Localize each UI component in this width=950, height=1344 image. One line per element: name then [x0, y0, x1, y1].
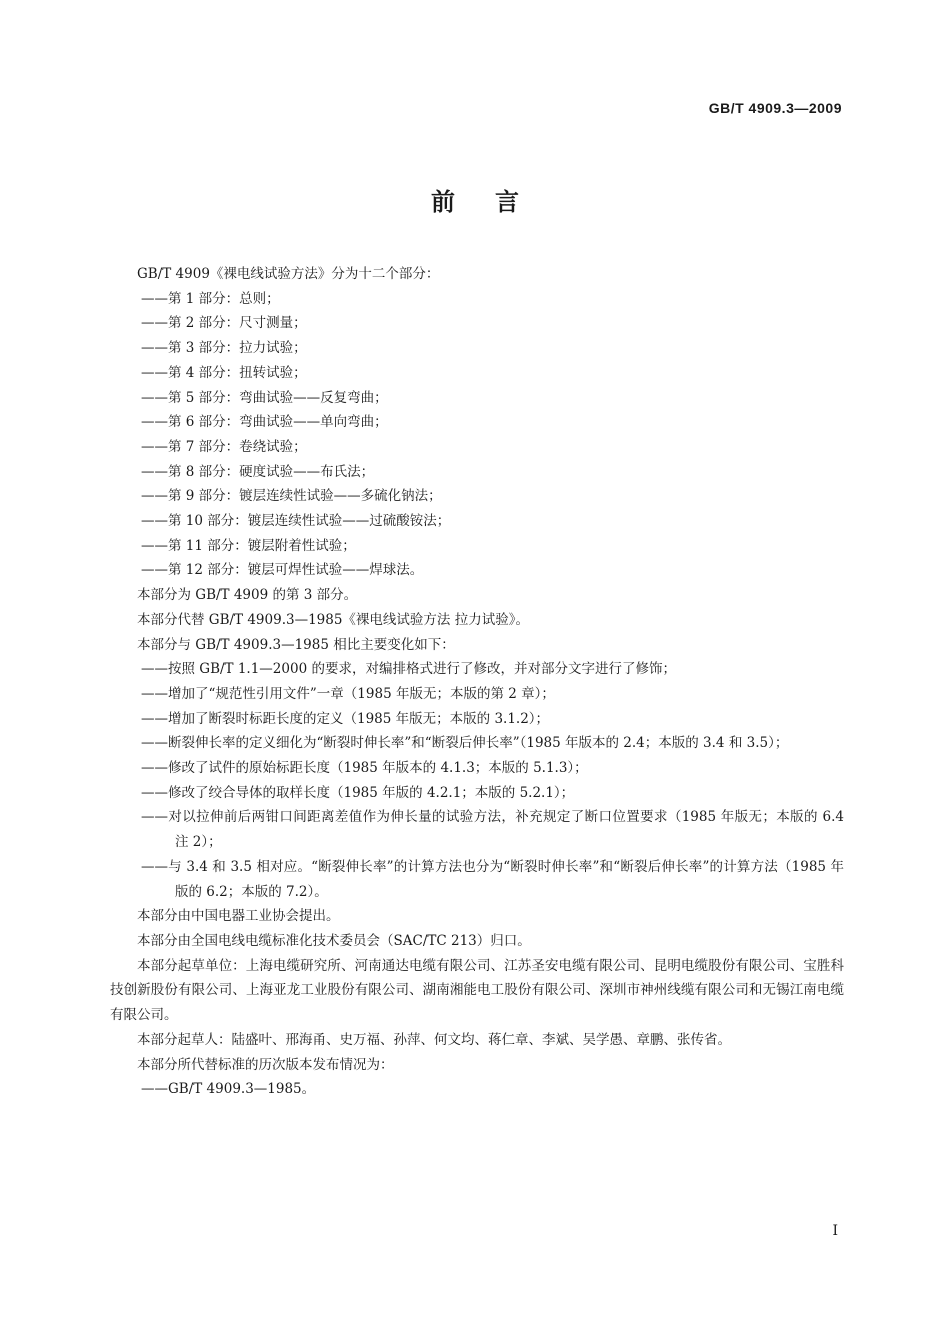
list-item: ——第 1 部分：总则；	[141, 290, 280, 307]
page-number: I	[832, 1223, 838, 1239]
list-item: ——第 6 部分：弯曲试验——单向弯曲；	[141, 414, 388, 431]
paragraph: 本部分所代替标准的历次版本发布情况为：	[137, 1056, 394, 1073]
list-item: ——第 11 部分：镀层附着性试验；	[141, 537, 356, 554]
list-item: ——第 9 部分：镀层连续性试验——多硫化钠法；	[141, 488, 442, 505]
list-item: ——对以拉伸前后两钳口间距离差值作为伸长量的试验方法，补充规定了断口位置要求（1985 年版无；本版的 6.4 注 2）；	[141, 809, 844, 851]
page-title: 前言	[431, 188, 559, 216]
list-item: ——第 12 部分：镀层可焊性试验——焊球法。	[141, 562, 424, 579]
paragraph: 本部分代替 GB/T 4909.3—1985《裸电线试验方法 拉力试验》。	[137, 611, 529, 628]
paragraph: 本部分为 GB/T 4909 的第 3 部分。	[137, 587, 358, 604]
list-item: ——修改了绞合导体的取样长度（1985 年版的 4.2.1；本版的 5.2.1）；	[141, 784, 575, 801]
list-item: ——GB/T 4909.3—1985。	[141, 1081, 316, 1098]
paragraph: 本部分起草人：陆盛叶、邢海甬、史万福、孙萍、何文均、蒋仁章、李斌、吴学愚、章鹏、张传省。	[137, 1031, 731, 1048]
list-item: ——断裂伸长率的定义细化为“断裂时伸长率”和“断裂后伸长率”（1985 年版本的 2.4；本版的 3.4 和 3.5）；	[141, 735, 789, 752]
paragraph: GB/T 4909《裸电线试验方法》分为十二个部分：	[137, 266, 440, 282]
list-item: ——增加了断裂时标距长度的定义（1985 年版无；本版的 3.1.2）；	[141, 710, 550, 727]
list-item: ——第 4 部分：扭转试验；	[141, 364, 307, 381]
list-item: ——第 7 部分：卷绕试验；	[141, 438, 307, 455]
foreword-body	[110, 262, 844, 1102]
standard-code: GB/T 4909.3—2009	[708, 100, 842, 116]
paragraph: 本部分起草单位：上海电缆研究所、河南通达电缆有限公司、江苏圣安电缆有限公司、昆明电缆股份有限公司、宝胜科技创新股份有限公司、上海亚龙工业股份有限公司、湖南湘能电工股份有限公司、深圳市神州线缆有限公司和无锡江南电缆有限公司。	[110, 957, 844, 1024]
paragraph: 本部分由全国电线电缆标准化技术委员会（SAC/TC 213）归口。	[137, 932, 531, 949]
list-item: ——与 3.4 和 3.5 相对应。“断裂伸长率”的计算方法也分为“断裂时伸长率”和“断裂后伸长率”的计算方法（1985 年版的 6.2；本版的 7.2）。	[141, 858, 844, 900]
paragraph: 本部分由中国电器工业协会提出。	[137, 908, 340, 925]
list-item: ——按照 GB/T 1.1—2000 的要求，对编排格式进行了修改，并对部分文字进行了修饰；	[141, 661, 676, 678]
list-item: ——第 3 部分：拉力试验；	[141, 340, 307, 357]
list-item: ——第 5 部分：弯曲试验——反复弯曲；	[141, 389, 388, 406]
list-item: ——第 10 部分：镀层连续性试验——过硫酸铵法；	[141, 513, 451, 530]
list-item: ——第 2 部分：尺寸测量；	[141, 315, 307, 332]
paragraph: 本部分与 GB/T 4909.3—1985 相比主要变化如下：	[137, 636, 455, 653]
list-item: ——增加了“规范性引用文件”一章（1985 年版无；本版的第 2 章）；	[141, 685, 555, 702]
list-item: ——修改了试件的原始标距长度（1985 年版本的 4.1.3；本版的 5.1.3）；	[141, 760, 588, 777]
list-item: ——第 8 部分：硬度试验——布氏法；	[141, 463, 375, 480]
